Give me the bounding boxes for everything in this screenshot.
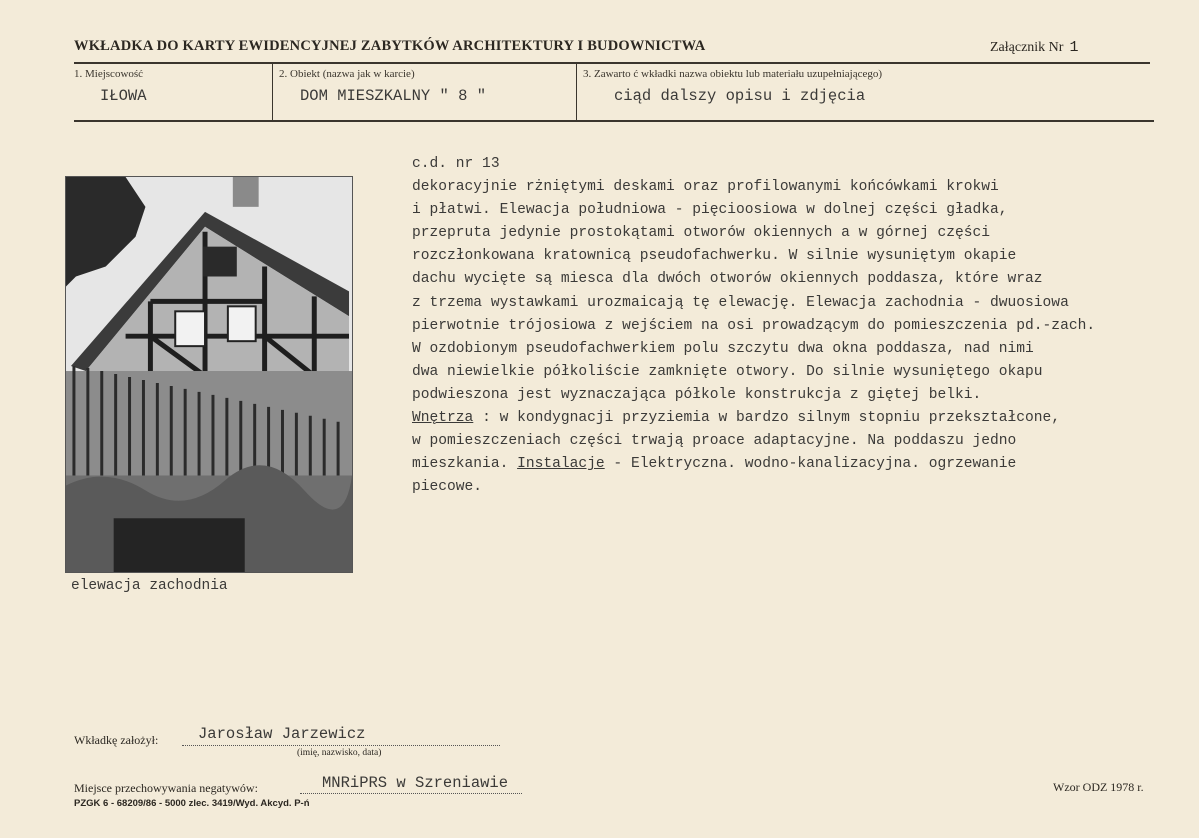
form-model: Wzor ODZ 1978 r. <box>1053 780 1144 794</box>
print-info: PZGK 6 - 68209/86 - 5000 zlec. 3419/Wyd. Akcyd. P-ń <box>74 798 310 809</box>
locality-label: 1. Miejscowość <box>74 68 144 80</box>
installations-heading: Instalacje <box>517 456 605 473</box>
storage-value: MNRiPRS w Szreniawie <box>322 774 509 792</box>
author-label: Wkładkę założył: <box>74 733 159 747</box>
continuation-note: c.d. nr 13 <box>412 156 500 172</box>
storage-label: Miejsce przechowywania negatywów: <box>74 781 258 795</box>
author-dotted-line <box>182 745 500 746</box>
header-divider-2 <box>576 64 577 120</box>
header-bottom-rule <box>74 120 1154 122</box>
description-line: rozczłonkowana kratownicą pseudofachwerku. W silnie wysuniętym okapie <box>412 248 1017 265</box>
house-photograph <box>65 176 353 573</box>
interior-text: : w kondygnacji przyziemia w bardzo silnym stopniu przekształcone, <box>473 410 1061 427</box>
description-line: dachu wycięte są miesca dla dwóch otworów okiennych poddasza, które wraz <box>412 271 1043 288</box>
description-text <box>412 153 1095 499</box>
header-divider-1 <box>272 64 273 120</box>
annex-number-value: 1 <box>1069 39 1079 56</box>
house-photo-image <box>66 177 352 572</box>
content-label: 3. Zawarto ć wkładki nazwa obiektu lub materiału uzupełniającego) <box>583 68 883 80</box>
description-line: przepruta jedynie prostokątami otworów okiennych a w górnej części <box>412 225 991 242</box>
description-line: podwieszona jest wyznaczająca półkole konstrukcja z giętej belki. <box>412 386 982 403</box>
description-line: dwa niewielkie półkoliście zamknięte otwory. Do silnie wysuniętego okapu <box>412 363 1043 380</box>
author-hint: (imię, nazwisko, data) <box>297 748 382 758</box>
header-top-rule <box>74 62 1150 64</box>
object-label: 2. Obiekt (nazwa jak w karcie) <box>279 68 415 80</box>
annex-label: Załącznik Nr <box>990 40 1064 55</box>
object-value: DOM MIESZKALNY " 8 " <box>300 87 487 105</box>
description-line: dekoracyjnie rżniętymi deskami oraz profilowanymi końcówkami krokwi <box>412 179 999 196</box>
interior-heading: Wnętrza <box>412 410 474 427</box>
author-value: Jarosław Jarzewicz <box>198 725 366 743</box>
locality-value: IŁOWA <box>100 87 147 105</box>
content-value: ciąd dalszy opisu i zdjęcia <box>614 87 866 105</box>
form-title: WKŁADKA DO KARTY EWIDENCYJNEJ ZABYTKÓW ARCHITEKTURY I BUDOWNICTWA <box>74 38 706 54</box>
interior-line-3a: mieszkania. <box>412 456 518 473</box>
description-line <box>412 407 1095 430</box>
description-line <box>412 453 1095 476</box>
description-line: i płatwi. Elewacja południowa - pięcioosiowa w dolnej części gładka, <box>412 202 1008 219</box>
storage-dotted-line <box>300 793 522 794</box>
description-line: z trzema wystawkami urozmaicają tę elewację. Elewacja zachodnia - dwuosiowa <box>412 294 1069 311</box>
description-line: pierwotnie trójosiowa z wejściem na osi prowadzącym do pomieszczenia pd.-zach. <box>412 317 1096 334</box>
annex-number <box>990 39 1078 56</box>
interior-line-3b: - Elektryczna. wodno-kanalizacyjna. ogrzewanie <box>604 456 1017 473</box>
description-line: piecowe. <box>412 479 483 496</box>
description-line: W ozdobionym pseudofachwerkiem polu szczytu dwa okna poddasza, nad nimi <box>412 340 1034 357</box>
description-line: w pomieszczeniach części trwają proace adaptacyjne. Na poddaszu jedno <box>412 433 1017 450</box>
photo-caption: elewacja zachodnia <box>71 578 228 594</box>
